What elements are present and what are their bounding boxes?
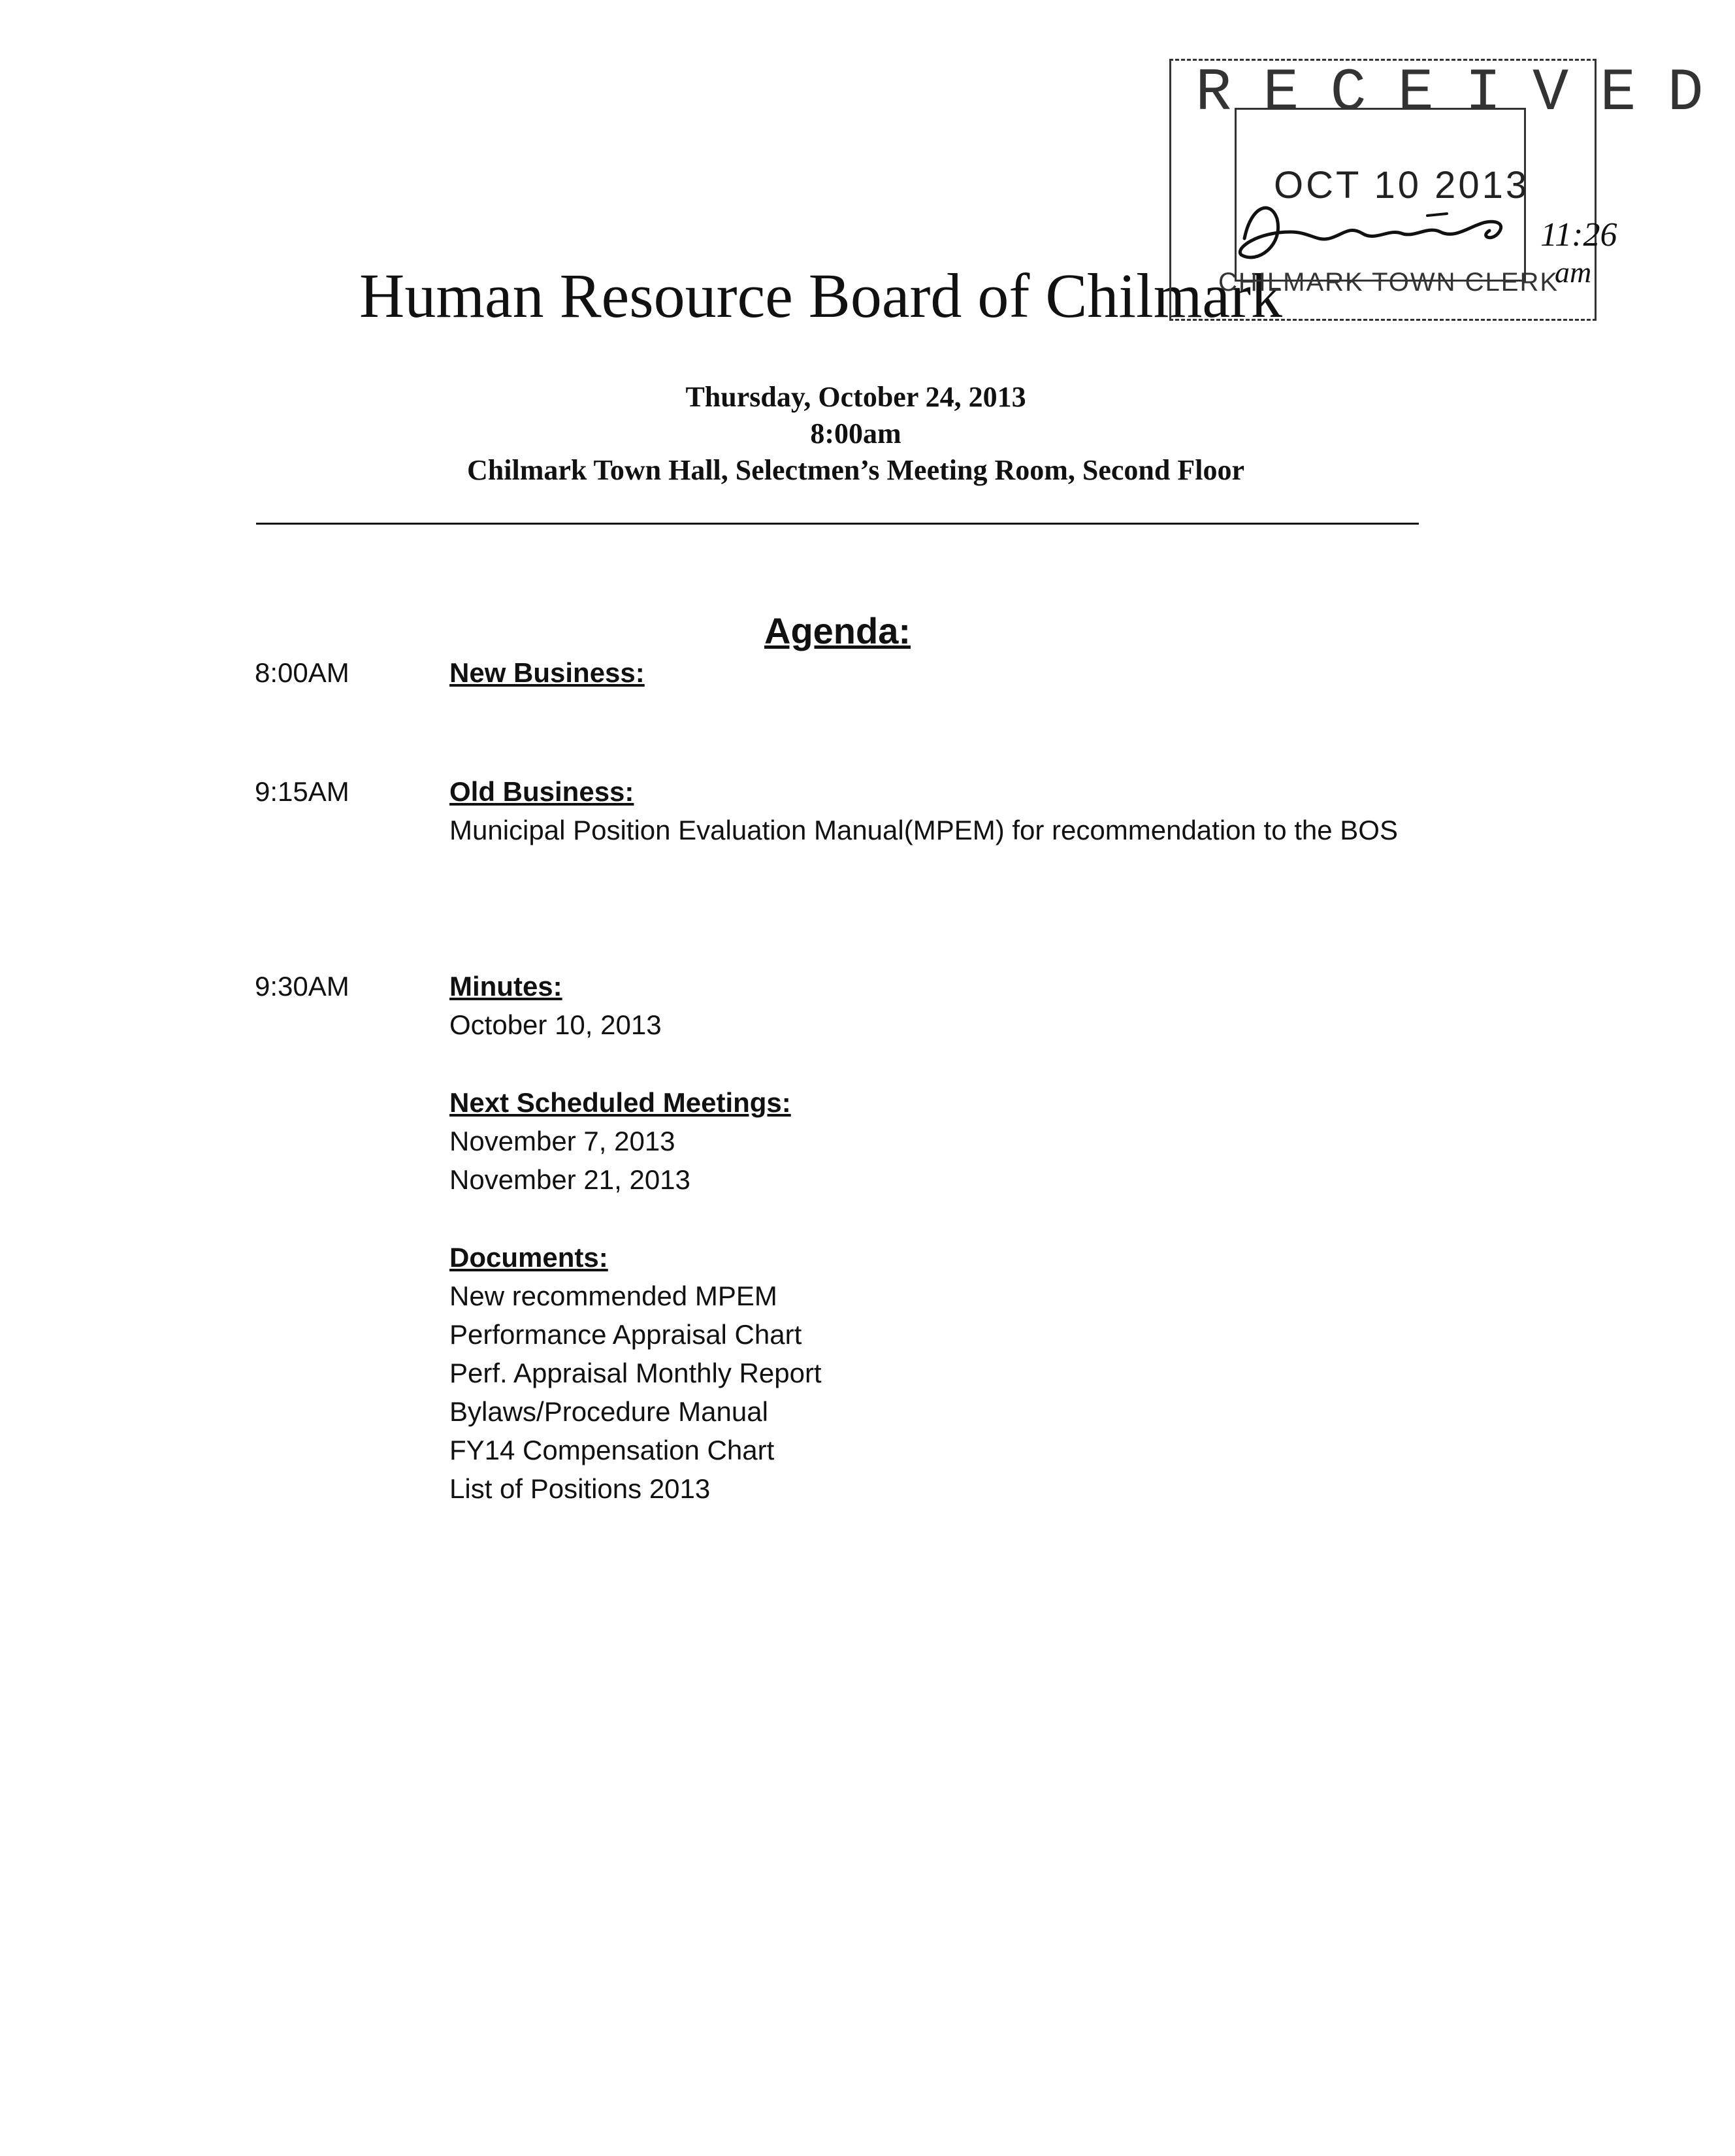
document-item: List of Positions 2013 [449, 1473, 711, 1504]
agenda-item-heading: New Business: [449, 657, 645, 688]
agenda-item-heading: Old Business: [449, 776, 634, 807]
agenda-heading: Agenda: [764, 610, 911, 651]
document-item: Bylaws/Procedure Manual [449, 1396, 768, 1427]
handwritten-signature [1231, 193, 1532, 271]
agenda-item-text: October 10, 2013 [449, 1009, 662, 1040]
documents-section [449, 1238, 822, 1508]
next-meetings-section [449, 1083, 791, 1199]
next-meeting-date: November 21, 2013 [449, 1164, 690, 1195]
agenda-time: 9:30AM [255, 971, 349, 1002]
meeting-info [229, 379, 1483, 489]
document-item: New recommended MPEM [449, 1281, 777, 1311]
handwritten-time: 11:26 [1540, 216, 1617, 253]
documents-heading: Documents: [449, 1242, 608, 1273]
document-item: FY14 Compensation Chart [449, 1435, 775, 1465]
agenda-content [449, 653, 1651, 692]
document-item: Performance Appraisal Chart [449, 1319, 802, 1350]
next-meetings-heading: Next Scheduled Meetings: [449, 1087, 791, 1118]
agenda-item-text: Municipal Position Evaluation Manual(MPEM) for recommendation to the BOS [449, 815, 1398, 845]
meeting-date: Thursday, October 24, 2013 [685, 381, 1026, 413]
agenda-item-heading: Minutes: [449, 971, 562, 1002]
agenda-content [449, 772, 1410, 849]
agenda-content [449, 967, 1651, 1044]
meeting-location: Chilmark Town Hall, Selectmen’s Meeting Room, Second Floor [467, 454, 1244, 486]
next-meeting-date: November 7, 2013 [449, 1126, 675, 1156]
stamp-date: OCT 10 2013 [1274, 164, 1530, 206]
document-title: Human Resource Board of Chilmark [359, 261, 1282, 331]
horizontal-divider [256, 523, 1419, 525]
meeting-time: 8:00am [810, 417, 901, 449]
stamp-received-text: RECEIVED [1195, 59, 1735, 127]
agenda-time: 9:15AM [255, 776, 349, 807]
stamp-office: CHILMARK TOWN CLERK [1218, 268, 1559, 297]
received-stamp [1169, 59, 1735, 333]
document-item: Perf. Appraisal Monthly Report [449, 1358, 822, 1388]
agenda-time: 8:00AM [255, 657, 349, 688]
handwritten-am: am [1555, 255, 1592, 289]
